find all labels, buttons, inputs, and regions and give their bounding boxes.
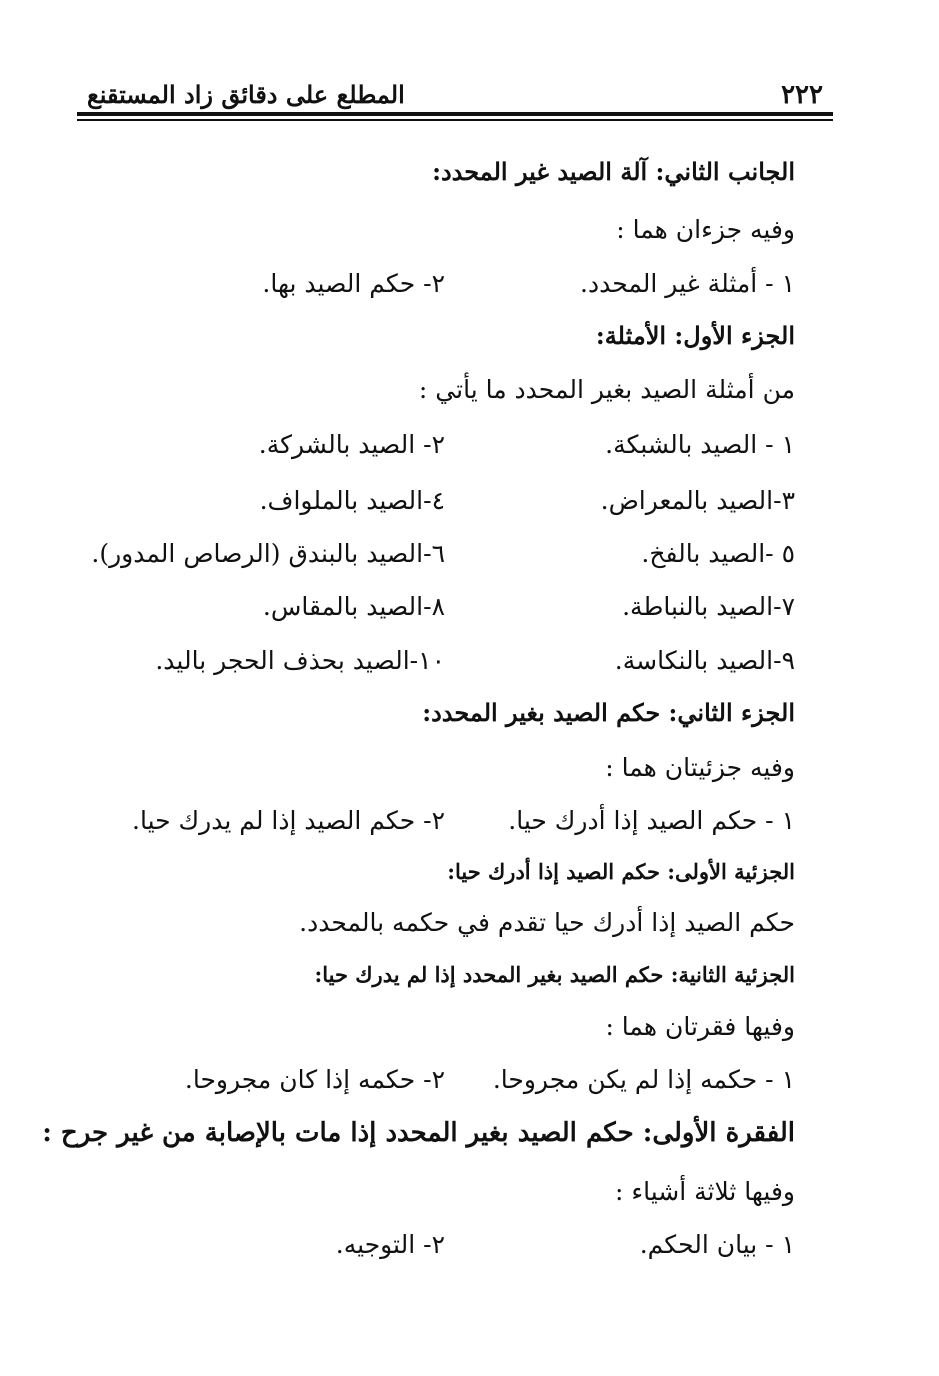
list-item: ٥ -الصيد بالفخ. bbox=[641, 539, 795, 568]
list-item: ٢- التوجيه. bbox=[335, 1230, 445, 1259]
things-list bbox=[75, 1225, 795, 1265]
examples-row bbox=[75, 641, 795, 681]
part2-heading: الجزء الثاني: حكم الصيد بغير المحدد: bbox=[422, 698, 795, 727]
section-heading: الجانب الثاني: آلة الصيد غير المحدد: bbox=[432, 157, 795, 186]
list-item: ٢- حكمه إذا كان مجروحا. bbox=[184, 1065, 445, 1094]
list-item: ٤-الصيد بالملواف. bbox=[259, 486, 445, 515]
things-intro: وفيها ثلاثة أشياء : bbox=[614, 1177, 795, 1206]
examples-row bbox=[75, 425, 795, 465]
list-item: ٧-الصيد بالنباطة. bbox=[622, 592, 795, 621]
part1-heading: الجزء الأول: الأمثلة: bbox=[595, 321, 795, 350]
list-item: ١ - حكم الصيد إذا أدرك حيا. bbox=[508, 806, 795, 835]
list-item: ٩-الصيد بالنكاسة. bbox=[614, 646, 795, 675]
list-item: ١ - بيان الحكم. bbox=[639, 1230, 795, 1259]
examples-row bbox=[75, 481, 795, 521]
subpart1-heading: الجزئية الأولى: حكم الصيد إذا أدرك حيا: bbox=[447, 859, 795, 884]
book-title: المطلع على دقائق زاد المستقنع bbox=[87, 80, 405, 109]
list-item: ٢- حكم الصيد إذا لم يدرك حيا. bbox=[132, 806, 445, 835]
list-item: ٨-الصيد بالمقاس. bbox=[262, 592, 445, 621]
parts-intro: وفيه جزءان هما : bbox=[616, 215, 795, 244]
list-item: ٢- الصيد بالشركة. bbox=[258, 430, 445, 459]
subparts-intro: وفيه جزئيتان هما : bbox=[605, 753, 795, 782]
examples-row bbox=[75, 587, 795, 627]
list-item: ١ - حكمه إذا لم يكن مجروحا. bbox=[492, 1065, 795, 1094]
paragraphs-intro: وفيها فقرتان هما : bbox=[605, 1012, 795, 1041]
examples-intro: من أمثلة الصيد بغير المحدد ما يأتي : bbox=[418, 375, 795, 404]
list-item: ١٠-الصيد بحذف الحجر باليد. bbox=[155, 646, 445, 675]
subpart2-heading: الجزئية الثانية: حكم الصيد بغير المحدد إذا لم يدرك حيا: bbox=[314, 962, 795, 987]
header-rule-thin bbox=[77, 119, 833, 121]
paragraph1-heading: الفقرة الأولى: حكم الصيد بغير المحدد إذا مات بالإصابة من غير جرح : bbox=[42, 1118, 795, 1148]
subparts-list bbox=[75, 801, 795, 841]
running-header bbox=[77, 76, 833, 112]
list-item: ٦-الصيد بالبندق (الرصاص المدور). bbox=[91, 539, 445, 568]
list-item: ٣-الصيد بالمعراض. bbox=[600, 486, 795, 515]
parts-list bbox=[75, 264, 795, 304]
examples-row bbox=[75, 534, 795, 574]
list-item: ٢- حكم الصيد بها. bbox=[262, 269, 445, 298]
paragraphs-list bbox=[75, 1060, 795, 1100]
page-number: ٢٢٢ bbox=[781, 80, 823, 110]
list-item: ١ - أمثلة غير المحدد. bbox=[580, 269, 795, 298]
list-item: ١ - الصيد بالشبكة. bbox=[605, 430, 795, 459]
subpart1-text: حكم الصيد إذا أدرك حيا تقدم في حكمه بالمحدد. bbox=[299, 908, 795, 937]
header-rule bbox=[77, 112, 833, 116]
